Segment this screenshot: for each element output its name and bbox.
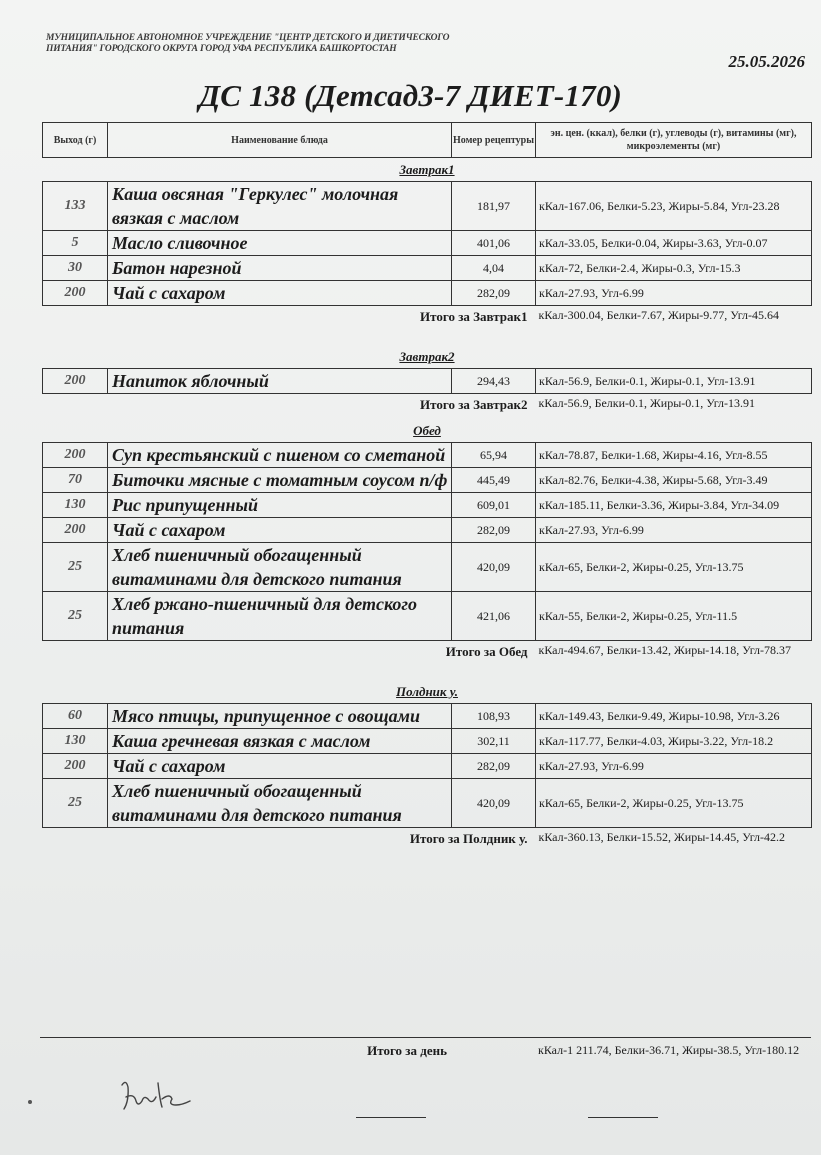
menu-body [43, 158, 812, 868]
dish-name: Суп крестьянский с пшеном со сметаной [108, 443, 452, 468]
table-row [43, 231, 812, 256]
table-header-row [43, 123, 812, 158]
dish-name: Хлеб пшеничный обогащенный витаминами для детского питания [108, 543, 452, 592]
dish-nutrition: кКал-27.93, Угл-6.99 [536, 518, 812, 543]
dish-qty: 200 [43, 443, 108, 468]
dish-nutrition: кКал-33.05, Белки-0.04, Жиры-3.63, Угл-0.07 [536, 231, 812, 256]
dish-qty: 25 [43, 592, 108, 641]
meal-title: Полдник у. [396, 683, 458, 699]
meal-title: Завтрак1 [399, 161, 455, 177]
meal-total-value: кКал-360.13, Белки-15.52, Жиры-14.45, Угл-42.2 [538, 830, 786, 844]
dish-recipe-number: 302,11 [452, 729, 536, 754]
table-row [43, 493, 812, 518]
dish-nutrition: кКал-65, Белки-2, Жиры-0.25, Угл-13.75 [536, 543, 812, 592]
dish-nutrition: кКал-55, Белки-2, Жиры-0.25, Угл-11.5 [536, 592, 812, 641]
dish-nutrition: кКал-27.93, Угл-6.99 [536, 754, 812, 779]
dish-name: Хлеб пшеничный обогащенный витаминами для детского питания [108, 779, 452, 828]
day-total-value: кКал-1 211.74, Белки-36.71, Жиры-38.5, Угл-180.12 [538, 1043, 800, 1057]
dish-name: Напиток яблочный [108, 369, 452, 394]
dish-name: Рис припущенный [108, 493, 452, 518]
dish-qty: 200 [43, 518, 108, 543]
meal-total-label: Итого за Завтрак2 [420, 397, 528, 412]
dish-recipe-number: 108,93 [452, 704, 536, 729]
dish-nutrition: кКал-78.87, Белки-1.68, Жиры-4.16, Угл-8.55 [536, 443, 812, 468]
dish-qty: 130 [43, 729, 108, 754]
dish-name: Батон нарезной [108, 256, 452, 281]
dish-nutrition: кКал-185.11, Белки-3.36, Жиры-3.84, Угл-34.09 [536, 493, 812, 518]
signature-line [356, 1117, 426, 1118]
table-row [43, 468, 812, 493]
meal-title: Обед [413, 422, 441, 438]
dish-nutrition: кКал-27.93, Угл-6.99 [536, 281, 812, 306]
dish-name: Хлеб ржано-пшеничный для детского питания [108, 592, 452, 641]
signature-line [588, 1117, 658, 1118]
dish-qty: 200 [43, 369, 108, 394]
dish-name: Чай с сахаром [108, 754, 452, 779]
page-title: ДС 138 (Детсад3-7 ДИЕТ-170) [198, 78, 623, 113]
table-row [43, 729, 812, 754]
meal-section-heading [43, 419, 812, 443]
meal-total-label: Итого за Завтрак1 [420, 309, 528, 324]
day-total-divider [40, 1037, 811, 1038]
page-mark [28, 1100, 32, 1104]
meal-total-value: кКал-300.04, Белки-7.67, Жиры-9.77, Угл-45.64 [538, 308, 780, 322]
meal-total-row [43, 828, 812, 868]
dish-recipe-number: 294,43 [452, 369, 536, 394]
dish-name: Мясо птицы, припущенное с овощами [108, 704, 452, 729]
table-row [43, 182, 812, 231]
dish-qty: 70 [43, 468, 108, 493]
dish-name: Чай с сахаром [108, 281, 452, 306]
dish-recipe-number: 282,09 [452, 754, 536, 779]
meal-total-label: Итого за Полдник у. [409, 831, 528, 846]
meal-total-row [43, 306, 812, 346]
dish-qty: 133 [43, 182, 108, 231]
dish-recipe-number: 282,09 [452, 281, 536, 306]
table-row [43, 256, 812, 281]
dish-recipe-number: 609,01 [452, 493, 536, 518]
dish-name: Чай с сахаром [108, 518, 452, 543]
dish-nutrition: кКал-82.76, Белки-4.38, Жиры-5.68, Угл-3.49 [536, 468, 812, 493]
dish-recipe-number: 401,06 [452, 231, 536, 256]
column-header-qty: Выход (г) [43, 123, 108, 158]
table-row [43, 754, 812, 779]
dish-qty: 200 [43, 754, 108, 779]
table-row [43, 779, 812, 828]
dish-recipe-number: 181,97 [452, 182, 536, 231]
table-row [43, 443, 812, 468]
dish-name: Каша овсяная "Геркулес" молочная вязкая с маслом [108, 182, 452, 231]
meal-title: Завтрак2 [399, 348, 455, 364]
menu-table [42, 122, 812, 867]
table-row [43, 281, 812, 306]
meal-total-label: Итого за Обед [445, 644, 528, 659]
dish-qty: 5 [43, 231, 108, 256]
menu-date: 25.05.2026 [728, 52, 805, 71]
table-row [43, 518, 812, 543]
table-row [43, 543, 812, 592]
dish-nutrition: кКал-56.9, Белки-0.1, Жиры-0.1, Угл-13.91 [536, 369, 812, 394]
meal-section-heading [43, 680, 812, 704]
dish-qty: 30 [43, 256, 108, 281]
table-row [43, 592, 812, 641]
meal-total-row [43, 394, 812, 420]
column-header-nutrition: эн. цен. (ккал), белки (г), углеводы (г), витамины (мг), микроэлементы (мг) [536, 123, 812, 158]
dish-name: Биточки мясные с томатным соусом п/ф [108, 468, 452, 493]
dish-nutrition: кКал-167.06, Белки-5.23, Жиры-5.84, Угл-23.28 [536, 182, 812, 231]
dish-name: Масло сливочное [108, 231, 452, 256]
meal-section-heading [43, 158, 812, 182]
dish-nutrition: кКал-65, Белки-2, Жиры-0.25, Угл-13.75 [536, 779, 812, 828]
dish-nutrition: кКал-117.77, Белки-4.03, Жиры-3.22, Угл-18.2 [536, 729, 812, 754]
dish-recipe-number: 420,09 [452, 543, 536, 592]
dish-recipe-number: 421,06 [452, 592, 536, 641]
meal-section-heading [43, 345, 812, 369]
dish-nutrition: кКал-72, Белки-2.4, Жиры-0.3, Угл-15.3 [536, 256, 812, 281]
column-header-recipe: Номер рецептуры [452, 123, 536, 158]
dish-recipe-number: 445,49 [452, 468, 536, 493]
table-row [43, 704, 812, 729]
organization-name: МУНИЦИПАЛЬНОЕ АВТОНОМНОЕ УЧРЕЖДЕНИЕ "ЦЕНТР ДЕТСКОГО И ДИЕТИЧЕСКОГО ПИТАНИЯ" ГОРОДСКОГО ОКРУГА ГОРОД УФА РЕСПУБЛИКА БАШКОРТОСТАН [46, 33, 450, 54]
dish-recipe-number: 65,94 [452, 443, 536, 468]
meal-total-row [43, 641, 812, 681]
meal-total-value: кКал-494.67, Белки-13.42, Жиры-14.18, Угл-78.37 [538, 643, 792, 657]
dish-recipe-number: 4,04 [452, 256, 536, 281]
dish-recipe-number: 420,09 [452, 779, 536, 828]
table-row [43, 369, 812, 394]
dish-qty: 60 [43, 704, 108, 729]
handwritten-signature [114, 1075, 194, 1115]
dish-qty: 25 [43, 543, 108, 592]
dish-nutrition: кКал-149.43, Белки-9.49, Жиры-10.98, Угл-3.26 [536, 704, 812, 729]
dish-name: Каша гречневая вязкая с маслом [108, 729, 452, 754]
dish-qty: 130 [43, 493, 108, 518]
dish-qty: 25 [43, 779, 108, 828]
day-total-label: Итого за день [367, 1043, 447, 1058]
meal-total-value: кКал-56.9, Белки-0.1, Жиры-0.1, Угл-13.91 [538, 396, 756, 410]
dish-qty: 200 [43, 281, 108, 306]
column-header-name: Наименование блюда [108, 123, 452, 158]
dish-recipe-number: 282,09 [452, 518, 536, 543]
